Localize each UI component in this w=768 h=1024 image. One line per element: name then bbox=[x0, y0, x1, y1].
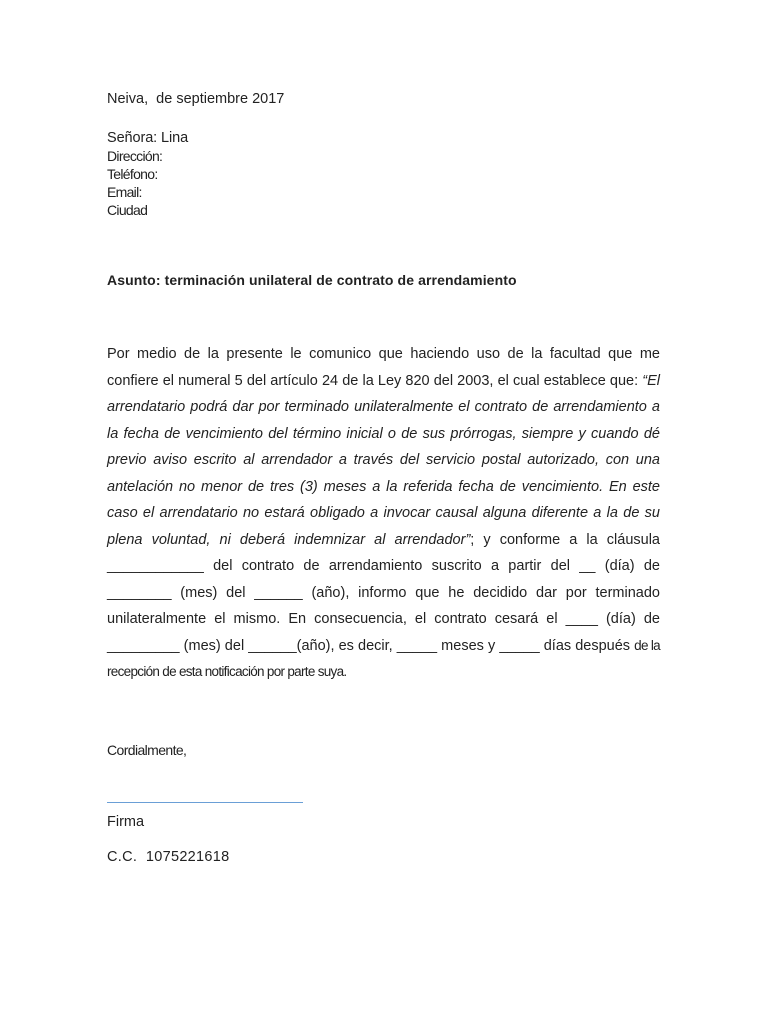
recipient-phone: Teléfono: bbox=[107, 166, 158, 182]
letter-body bbox=[107, 341, 660, 686]
recipient-salutation: Señora: Lina bbox=[107, 130, 189, 146]
recipient-email: Email: bbox=[107, 184, 142, 200]
recipient-address: Dirección: bbox=[107, 148, 163, 164]
body-continuation: ; y conforme a la cláusula ____________ del contrato de arrendamiento suscrito a partir del __ (día) de ________ (mes) del ______ (año), informo que he decidido dar por terminado unilateralmente el mismo. En consecuencia, el contrato cesará el ____ (día) de _________ (mes) del ______(año), es decir, _____ meses y _____ días después bbox=[107, 531, 661, 654]
letter-closing: Cordialmente, bbox=[107, 742, 187, 758]
id-number: C.C. 1075221618 bbox=[107, 849, 230, 865]
body-intro: Por medio de la presente le comunico que haciendo uso de la facultad que me confiere el numeral 5 del artículo 24 de la Ley 820 del 2003, el cual establece que: bbox=[107, 346, 660, 389]
letter-date: Neiva, de septiembre 2017 bbox=[107, 91, 285, 107]
body-tail: de la recepción de esta notificación por parte suya. bbox=[107, 637, 660, 679]
recipient-city: Ciudad bbox=[107, 202, 148, 218]
body-quote: “El arrendatario podrá dar por terminado unilateralmente el contrato de arrendamiento a la fecha de vencimiento del término inicial o de sus prórrogas, siempre y cuando dé previo aviso escrito al arrendador a través del servicio postal autorizado, con una antelación no menor de tres (3) meses a la referida fecha de vencimiento. En este caso el arrendatario no estará obligado a invocar causal alguna diferente a la de su plena voluntad, ni deberá indemnizar al arrendador” bbox=[107, 372, 660, 548]
letter-subject: Asunto: terminación unilateral de contrato de arrendamiento bbox=[107, 272, 517, 288]
signature-line bbox=[107, 802, 303, 803]
signature-label: Firma bbox=[107, 814, 145, 830]
recipient-block bbox=[107, 129, 188, 219]
